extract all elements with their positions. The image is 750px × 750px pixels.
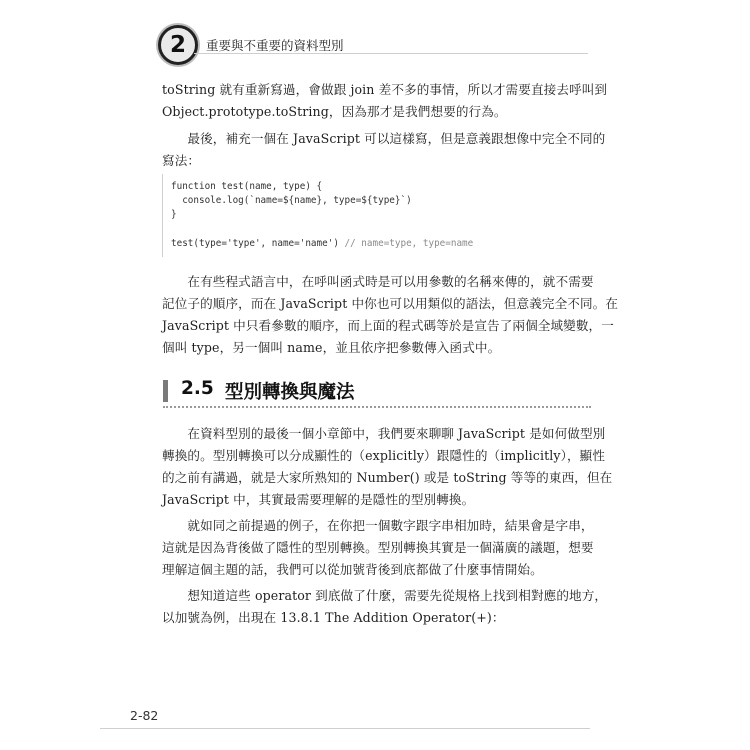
code-line: } bbox=[171, 209, 177, 220]
text-line: 想知道這些 operator 到底做了什麼，需要先從規格上找到相對應的地方， bbox=[162, 588, 608, 603]
footer-divider bbox=[100, 728, 590, 729]
section-title: 型別轉換與魔法 bbox=[225, 382, 355, 403]
code-line: console.log(`name=${name}, type=${type}`) bbox=[171, 195, 412, 206]
text-line: 在資料型別的最後一個小章節中，我們要來聊聊 JavaScript 是如何做型別 bbox=[162, 426, 606, 441]
paragraph-tostring bbox=[162, 79, 608, 123]
section-marker bbox=[163, 380, 168, 402]
paragraph-extra-syntax bbox=[162, 128, 606, 172]
text-line: JavaScript 中，其實最需要理解的是隱性的型別轉換。 bbox=[162, 492, 475, 507]
text-line: toString 就有重新寫過，會做跟 join 差不多的事情，所以才需要直接去呼叫到 bbox=[162, 82, 608, 97]
paragraph-named-params bbox=[162, 271, 619, 359]
text-line: 個叫 type，另一個叫 name，並且依序把參數傳入函式中。 bbox=[162, 340, 501, 355]
code-comment: // name=type, type=name bbox=[338, 238, 474, 249]
header-divider bbox=[194, 53, 588, 54]
code-line: function test(name, type) { bbox=[171, 181, 323, 192]
text-line: 記位子的順序，而在 JavaScript 中你也可以用類似的語法，但意義完全不同。在 bbox=[162, 296, 619, 311]
text-line: 在有些程式語言中，在呼叫函式時是可以用參數的名稱來傳的，就不需要 bbox=[162, 274, 594, 289]
code-call: test(type='type', name='name') bbox=[171, 238, 339, 249]
text-line: 最後，補充一個在 JavaScript 可以這樣寫，但是意義跟想像中完全不同的 bbox=[162, 131, 606, 146]
section-dotted-divider bbox=[163, 406, 591, 408]
paragraph-implicit-example bbox=[162, 515, 592, 581]
text-line: 這就是因為背後做了隱性的型別轉換。型別轉換其實是一個滿廣的議題，想要 bbox=[162, 540, 594, 555]
text-line: 就如同之前提過的例子，在你把一個數字跟字串相加時，結果會是字串， bbox=[162, 518, 594, 533]
section-number: 2.5 bbox=[181, 378, 214, 399]
text-line: 的之前有講過，就是大家所熟知的 Number() 或是 toString 等等的東西，但在 bbox=[162, 470, 613, 485]
paragraph-type-conversion bbox=[162, 423, 613, 511]
paragraph-addition-operator bbox=[162, 585, 608, 629]
chapter-title: 重要與不重要的資料型別 bbox=[206, 38, 344, 53]
code-block bbox=[162, 174, 593, 257]
chapter-number-badge: 2 bbox=[158, 25, 198, 65]
text-line: 理解這個主題的話，我們可以從加號背後到底都做了什麼事情開始。 bbox=[162, 562, 543, 577]
text-line: Object.prototype.toString，因為那才是我們想要的行為。 bbox=[162, 104, 507, 119]
page-number: 2-82 bbox=[130, 708, 159, 723]
code-line bbox=[171, 238, 473, 249]
text-line: 以加號為例，出現在 13.8.1 The Addition Operator(+)： bbox=[162, 610, 505, 625]
text-line: JavaScript 中只看參數的順序，而上面的程式碼等於是宣告了兩個全域變數，一 bbox=[162, 318, 614, 333]
text-line: 轉換的。型別轉換可以分成顯性的（explicitly）跟隱性的（implicitly），顯性 bbox=[162, 448, 606, 463]
text-line: 寫法： bbox=[162, 153, 201, 168]
